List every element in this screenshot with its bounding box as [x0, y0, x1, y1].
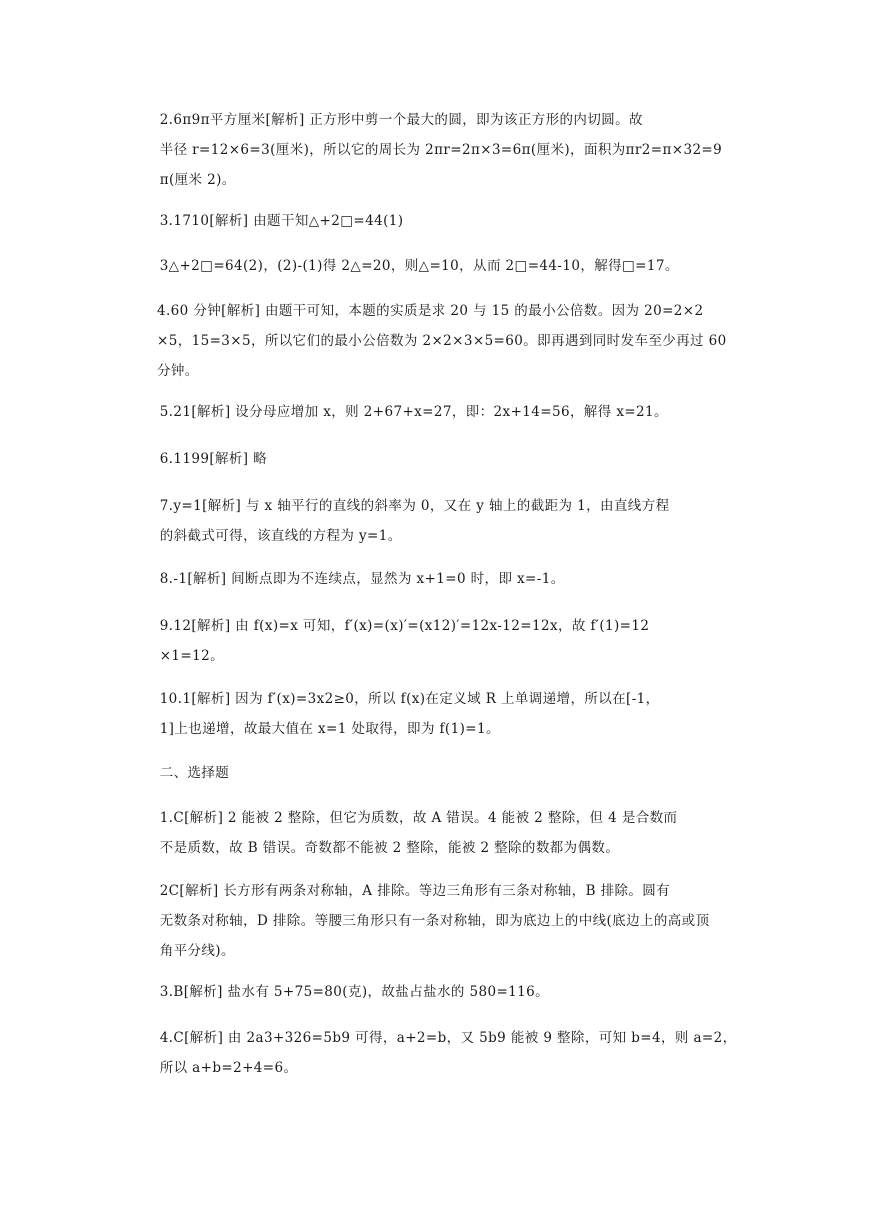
answer-paragraph-5 [130, 397, 740, 427]
text-line: 9.12[解析] 由 f(x)=x 可知，f′(x)=(x)′=(x12)′=12x-12=12x，故 f′(1)=12 [159, 618, 650, 634]
text-line: 2.6π9π平方厘米[解析] 正方形中剪一个最大的圆，即为该正方形的内切圆。故 [159, 112, 643, 128]
text-line: 所以 a+b=2+4=6。 [159, 1060, 298, 1076]
text-line: 2C[解析] 长方形有两条对称轴，A 排除。等边三角形有三条对称轴，B 排除。圆有 [159, 883, 671, 899]
answer-paragraph-7 [130, 491, 740, 551]
text-line: ×1=12。 [159, 648, 224, 664]
text-line: 3.1710[解析] 由题干知△+2□=44(1) [159, 213, 404, 229]
choice-answer-3 [130, 977, 740, 1007]
text-line: 4.60 分钟[解析] 由题干可知，本题的实质是求 20 与 15 的最小公倍数。因为 20=2×2 [157, 303, 704, 319]
text-line: 3△+2□=64(2)，(2)-(1)得 2△=20，则△=10，从而 2□=44-10，解得□=17。 [159, 258, 679, 274]
text-line: 无数条对称轴，D 排除。等腰三角形只有一条对称轴，即为底边上的中线(底边上的高或顶 [159, 913, 710, 929]
text-line: 分钟。 [157, 363, 199, 379]
answer-paragraph-3 [130, 206, 740, 236]
answer-paragraph-8 [130, 564, 740, 594]
text-line: 半径 r=12×6=3(厘米)，所以它的周长为 2πr=2π×3=6π(厘米)，面积为πr2=π×32=9 [159, 142, 723, 158]
text-line: 角平分线)。 [159, 943, 235, 959]
answer-paragraph-9 [130, 611, 740, 671]
text-line: 5.21[解析] 设分母应增加 x，则 2+67+x=27，即：2x+14=56，解得 x=21。 [159, 404, 668, 420]
text-line: 1]上也递增，故最大值在 x=1 处取得，即为 f(1)=1。 [159, 721, 500, 737]
text-line: 的斜截式可得，该直线的方程为 y=1。 [159, 528, 402, 544]
section-heading-multiple-choice [130, 758, 740, 788]
choice-answer-2 [130, 876, 740, 966]
answer-paragraph-10 [130, 684, 740, 744]
answer-paragraph-4 [130, 296, 740, 386]
text-line: π(厘米 2)。 [159, 172, 236, 188]
answer-paragraph-2 [130, 105, 740, 195]
choice-answer-4 [130, 1023, 740, 1083]
text-line: 6.1199[解析] 略 [159, 451, 268, 467]
answer-paragraph-3-continued [130, 251, 740, 281]
answer-paragraph-6 [130, 444, 740, 474]
text-line: 二、选择题 [159, 765, 230, 781]
text-line: 4.C[解析] 由 2a3+326=5b9 可得，a+2=b，又 5b9 能被 9 整除，可知 b=4，则 a=2， [159, 1030, 737, 1046]
text-line: ×5，15=3×5，所以它们的最小公倍数为 2×2×3×5=60。即再遇到同时发车至少再过 60 [157, 333, 727, 349]
text-line: 1.C[解析] 2 能被 2 整除，但它为质数，故 A 错误。4 能被 2 整除，但 4 是合数而 [159, 810, 678, 826]
text-line: 7.y=1[解析] 与 x 轴平行的直线的斜率为 0，又在 y 轴上的截距为 1，由直线方程 [159, 498, 670, 514]
text-line: 10.1[解析] 因为 f′(x)=3x2≥0，所以 f(x)在定义域 R 上单调递增，所以在[-1， [159, 691, 660, 707]
choice-answer-1 [130, 803, 740, 863]
text-line: 8.-1[解析] 间断点即为不连续点，显然为 x+1=0 时，即 x=-1。 [159, 571, 565, 587]
text-line: 不是质数，故 B 错误。奇数都不能被 2 整除，能被 2 整除的数都为偶数。 [159, 840, 620, 856]
text-line: 3.B[解析] 盐水有 5+75=80(克)，故盐占盐水的 580=116。 [159, 984, 550, 1000]
